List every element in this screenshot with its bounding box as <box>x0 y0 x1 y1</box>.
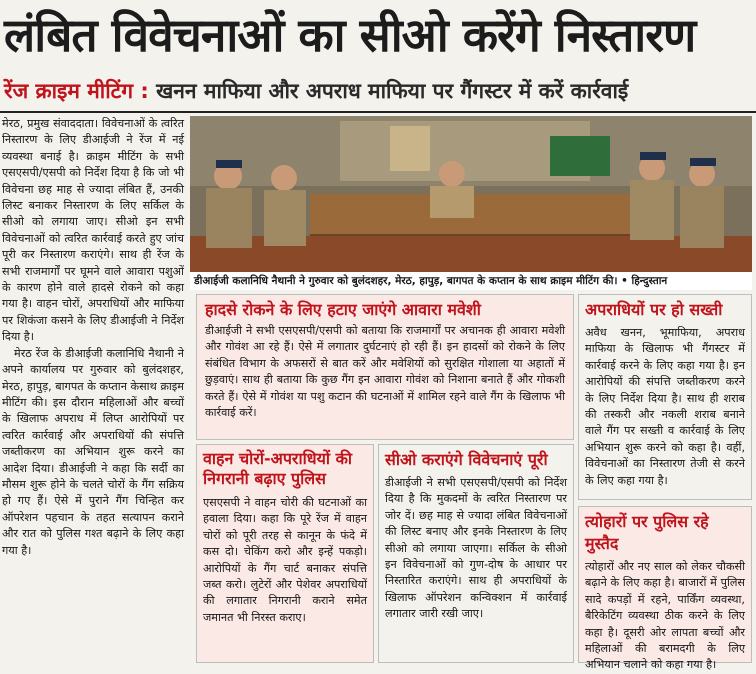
box-body: त्योहारों और नए साल को लेकर चौकसी बढ़ाने के लिए कहा है। बाजारों में पुलिस सादे कपड़ों में रहने, पार्किंग व्यवस्था, बैरिकेटिंग व्यवस्था ठीक करने के लिए कहा है। दूसरी ओर लापता बच्चों और महिलाओं की बरामदगी के लिए अभियान चलाने को कहा गया है। <box>585 560 745 672</box>
box-co-investigations <box>378 444 574 663</box>
box-stray-cattle <box>196 294 574 440</box>
box-title: हादसे रोकने के लिए हटाए जाएंगे आवारा मवेशी <box>205 300 481 319</box>
box-title: सीओ कराएंगे विवेचनाएं पूरी <box>385 450 548 469</box>
headline: लंबित विवेचनाओं का सीओ करेंगे निस्तारण <box>4 8 696 62</box>
article-paragraph: मेरठ रेंज के डीआईजी कलानिधि नैथानी ने अपने कार्यालय पर गुरुवार को बुलंदशहर, मेरठ, हापुड़, बागपत के कप्तान केसाथ क्राइम मीटिंग की। इस दौरान महिलाओं और बच्चों के खिलाफ अपराध में लिप्त आरोपियों पर त्वरित कार्रवाई और अपराधियों की संपत्ति जब्तीकरण का अभियान शुरू करने का आदेश दिया। डीआईजी ने कहा कि सर्दी का मौसम शुरू होने के चलते चोरों के गैंग सक्रिय हो गए हैं। ऐसे में पुराने गैंग चिन्हित कर ऑपरेशन पहचान के तहत सत्यापन कराने और रात को पुलिस गश्त बढ़ाने के लिए कहा गया है। <box>2 346 184 557</box>
box-criminals <box>578 294 752 500</box>
photo-caption: डीआईजी कलानिधि नैथानी ने गुरुवार को बुलंदशहर, मेरठ, हापुड़, बागपत के कप्तान के साथ क्राइम मीटिंग की। • हिन्दुस्तान <box>190 272 752 290</box>
header-rule <box>0 111 756 113</box>
box-title: त्योहारों पर पुलिस रहे मुस्तैद <box>585 512 709 553</box>
meeting-photo-illustration <box>190 116 752 272</box>
box-body: डीआईजी ने सभी एसएसपी/एसपी को निर्देश दिया है कि मुकदमों के त्वरित निस्तारण पर जोर दें। छह माह से ज्यादा लंबित विवेचनाओं की लिस्ट बनाए और इनके निस्तारण के लिए सीओ को लगाया जाएगा। सर्किल के सीओ इन विवेचनाओं को गुण-दोष के आधार पर निस्तारित कराएंगे। साथ ही अपराधियों के खिलाफ ऑपरेशन कन्विक्शन में कार्रवाई लगातार जारी रखी जाए। <box>385 476 567 621</box>
box-body: एसएसपी ने वाहन चोरी की घटनाओं का हवाला दिया। कहा कि पूरे रेंज में वाहन चोरों को पूरी तरह से कानून के फंदे में कस दो। चेकिंग करो और इन्हें पकड़ो। आरोपियों के गैंग चार्ट बनाकर संपत्ति जब्त करो। लुटेरों और पेशेवर अपराधियों की लगातार निगरानी कराने समेत जमानत भी निरस्त कराए। <box>203 496 367 624</box>
meeting-photo <box>190 116 752 272</box>
box-title: अपराधियों पर हो सख्ती <box>585 300 723 319</box>
article-paragraph: मेरठ, प्रमुख संवाददाता। विवेचनाओं के त्वरित निस्तारण के लिए डीआईजी ने रेंज में नई व्यवस्था बनाई है। क्राइम मीटिंग के सभी एसएसपी/एसपी को निर्देश दिया है कि जो भी विवेचना छह माह से ज्यादा लंबित हैं, उनकी लिस्ट बनाकर निस्तारण के लिए सर्किल के सीओ को लगाया जाए। सीओ इन सभी विवेचनाओं को त्वरित कार्रवाई करते हुए जांच पूरी कर निस्तारण कराएंगे। साथ ही रेंज के सभी राजमार्गों पर घूमने वाले आवारा पशुओं के कारण होने वाले हादसे रोकने को कहा गया है। वाहन चोरों, अपराधियों और माफिया पर शिकंजा कसने के लिए डीआईजी ने निर्देश दिया है। <box>2 117 184 344</box>
box-body: डीआईजी ने सभी एसएसपी/एसपी को बताया कि राजमार्गों पर अचानक ही आवारा मवेशी और गोवंश आ रहे हैं। ऐसे में लगातार दुर्घटनाएं हो रही हैं। इन हादसों को रोकने के लिए संबंधित विभाग के अफसरों से बात करें और मवेशियों को सुरक्षित गोशाला या अहातों में छुड़वाएं। साथ ही बताया कि कुछ गैंग इन आवारा गोवंश को निशाना बनाते हैं और गोकशी करते हैं। ऐसे में गोवंश या पशु कटान की घटनाओं में शामिल रहने वाले गैंग के खिलाफ भी कार्रवाई करें। <box>205 324 565 420</box>
subheadline <box>4 74 752 108</box>
box-title: वाहन चोरों-अपराधियों की निगरानी बढ़ाए पुलिस <box>203 449 353 488</box>
box-body: अवैध खनन, भूमाफिया, अपराध माफिया के खिलाफ भी गैंगस्टर में कार्रवाई करने के लिए कहा गया है। इन आरोपियों की संपत्ति जब्तीकरण करने के लिए निर्देश दिया है। साथ ही शराब की तस्करी और नकली शराब बनाने वाले गैंग पर सख्ती व कार्रवाई के लिए अभियान शुरू करने को कहा है। वहीं, विवेचनाओं का निस्तारण तेजी से करने के लिए कहा गया है। <box>585 326 745 487</box>
subhead-kicker: रेंज क्राइम मीटिंग : <box>4 79 149 103</box>
left-column-article <box>2 116 184 663</box>
subhead-text: खनन माफिया और अपराध माफिया पर गैंगस्टर में करें कार्रवाई <box>148 79 629 103</box>
box-vehicle-theft <box>196 444 374 663</box>
box-festivals <box>578 506 752 672</box>
